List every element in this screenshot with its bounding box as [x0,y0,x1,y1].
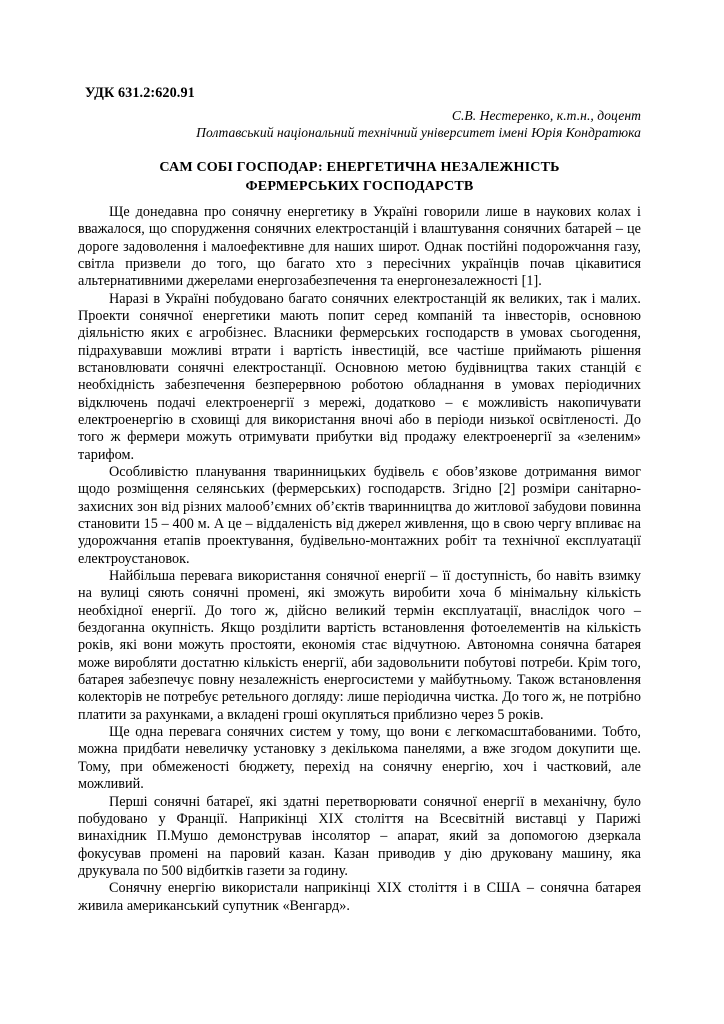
body-paragraph: Найбільша перевага використання сонячної енергії – її доступність, бо навіть взимку на вулиці сяють сонячні промені, які зможуть виробити хоча б мінімальну кількість необхідної енергії. До того ж, дійсно великий термін експлуатації, внаслідок чого – бездоганна окупність. Якщо розділити вартість встановлення фотоелементів на кількість років, які вони можуть простояти, економія стає відчутною. Автономна сонячна батарея може виробляти достатню кількість енергії, аби задовольнити побутові потреби. Крім того, батарея забезпечує повну незалежність енергосистеми у майбутньому. Також встановлення колекторів не потребує ретельного догляду: лише періодична чистка. До того ж, не потрібно платити за рахунками, а вкладені гроші окупляться приблизно через 5 років. [78,568,641,723]
title-line-2: ФЕРМЕРСЬКИХ ГОСПОДАРСТВ [245,177,474,194]
body-paragraph: Ще одна перевага сонячних систем у тому, що вони є легкомасштабованими. Тобто, можна придбати невеличку установку з декількома панелями, а вже згодом докупити ще. Тому, при обмеженості бюджету, перехід на сонячну енергію, хоч і частковий, але можливий. [78,724,641,793]
affiliation-line: Полтавський національний технічний університет імені Юрія Кондратюка [196,125,641,141]
article-body [78,204,641,915]
body-paragraph: Перші сонячні батареї, які здатні перетворювати сонячної енергії в механічну, було побудовано у Франції. Наприкінці XIX століття на Всесвітній виставці у Парижі винахідник П.Мушо демонстрував інсолятор – апарат, який за допомогою дзеркала фокусував промені на паровий казан. Казан приводив у дію друковану машину, яка друкувала по 500 відбитків газети за годину. [78,793,641,879]
body-paragraph: Ще донедавна про сонячну енергетику в Україні говорили лише в наукових колах і вважалося, що спорудження сонячних електростанцій і влаштування сонячних батарей – це дороге задоволення і малоефективне для наших широт. Однак постійні подорожчання газу, світла призвели до того, що багато хто з пересічних українців почав цікавитися альтернативними джерелами енергозабезпечення та енергонезалежності [1]. [78,203,641,290]
author-line: С.В. Нестеренко, к.т.н., доцент [451,108,641,123]
body-paragraph: Сонячну енергію використали наприкінці XIX століття і в США – сонячна батарея живила американський супутник «Венгард». [78,880,641,914]
body-paragraph: Наразі в Україні побудовано багато сонячних електростанцій як великих, так і малих. Проекти сонячної енергетики мають попит серед компаній та інвесторів, основною діяльністю яких є агробізнес. Власники фермерських господарств в умовах сьогодення, підрахувавши можливі втрати і вартість інвестицій, все частіше приймають рішення встановлювати сонячні електростанції. Основною метою будівництва таких станцій є необхідність забезпечення безперервною роботою обладнання в умовах періодичних відключень подачі електроенергії з мережі, додатково – є можливість накопичувати електроенергію в сховищі для використання вночі або в періоди низької освітленості. До того ж фермери можуть отримувати прибутки від продажу електроенергії за «зеленим» тарифом. [78,290,641,463]
body-paragraph: Особливістю планування тваринницьких будівель є обов’язкове дотримання вимог щодо розміщення селянських (фермерських) господарств. Згідно [2] розміри санітарно-захисних зон від різних малооб’ємних об’єктів тваринництва до житлової забудови повинна становити 15 – 400 м. А це – віддаленість від джерел живлення, що в свою чергу впливає на удорожчання етапів проектування, будівельно-монтажних робіт та технічної експлуатації електроустановок. [78,463,641,567]
title-line-1: САМ СОБІ ГОСПОДАР: ЕНЕРГЕТИЧНА НЕЗАЛЕЖНІСТЬ [159,158,560,175]
udk-code: УДК 631.2:620.91 [85,85,195,101]
article-title [78,158,641,196]
document-content [78,84,641,915]
